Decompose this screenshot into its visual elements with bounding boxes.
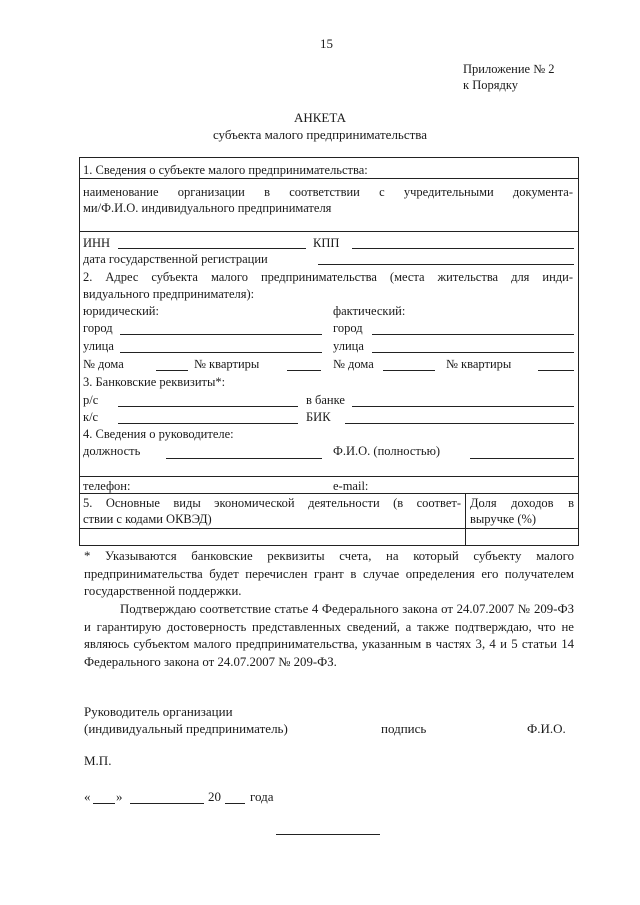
date-close-quote: »: [116, 789, 123, 804]
actual-street-field[interactable]: [372, 352, 574, 353]
email-label: e-mail:: [333, 479, 369, 493]
actual-apt-label: № квартиры: [446, 357, 512, 371]
phone-label: телефон:: [83, 479, 131, 493]
legal-address-label: юридический:: [83, 304, 159, 318]
footnote: * Указываются банковские реквизиты счета, на который субъекту малого предпринимательства будет перечислен грант в случае определения его получателем государственной поддержки.: [84, 549, 574, 598]
org-name-field[interactable]: [79, 231, 579, 232]
date-month-field[interactable]: [130, 803, 204, 804]
actual-house-field[interactable]: [383, 370, 435, 371]
year-suffix: года: [250, 789, 274, 804]
stamp-label: М.П.: [84, 753, 112, 768]
section5-line2: ствии с кодами ОКВЭД): [83, 512, 212, 526]
org-name-label-line1: наименование организации в соответствии с учредительными документа-: [83, 185, 573, 199]
inn-field[interactable]: [118, 248, 306, 249]
legal-apt-field[interactable]: [287, 370, 321, 371]
bank-field[interactable]: [352, 406, 574, 407]
org-name-label-line2: ми/Ф.И.О. индивидуального предпринимателя: [83, 201, 332, 215]
date-open-quote: «: [84, 789, 91, 804]
row-divider: [79, 178, 579, 179]
income-share-line2: выручке (%): [470, 512, 537, 526]
position-field[interactable]: [166, 458, 322, 459]
year-prefix: 20: [208, 789, 221, 804]
legal-street-field[interactable]: [120, 352, 322, 353]
position-label: должность: [83, 444, 141, 458]
income-share-line1: Доля доходов в: [470, 496, 574, 510]
section2-heading-line2: видуального предпринимателя):: [83, 287, 255, 301]
rs-label: р/с: [83, 393, 99, 407]
legal-apt-label: № квартиры: [194, 357, 260, 371]
kpp-field[interactable]: [352, 248, 574, 249]
bik-field[interactable]: [345, 423, 574, 424]
ks-field[interactable]: [118, 423, 298, 424]
form-subtitle: субъекта малого предпринимательства: [212, 127, 428, 142]
inn-label: ИНН: [83, 236, 111, 250]
appendix-line1: Приложение № 2: [463, 62, 555, 76]
legal-city-field[interactable]: [120, 334, 322, 335]
closing-rule: [276, 834, 380, 835]
table-right-border: [578, 157, 579, 545]
actual-street-label: улица: [333, 339, 364, 353]
section2-heading-line1: 2. Адрес субъекта малого предпринимательства (места жительства для инди-: [83, 270, 573, 284]
bank-label: в банке: [306, 393, 345, 407]
fio-full-label: Ф.И.О. (полностью): [333, 444, 441, 458]
row-divider: [79, 476, 579, 477]
fio-signature-label: Ф.И.О.: [527, 721, 566, 736]
table-left-border: [79, 157, 80, 545]
section4-heading: 4. Сведения о руководителе:: [83, 427, 234, 441]
section5-line1: 5. Основные виды экономической деятельности (в соответ-: [83, 496, 461, 510]
table-top-border: [79, 157, 579, 158]
date-year-field[interactable]: [225, 803, 245, 804]
reg-date-label: дата государственной регистрации: [83, 252, 268, 266]
head-label-line2: (индивидуальный предприниматель): [84, 721, 288, 736]
section1-heading: 1. Сведения о субъекте малого предпринимательства:: [83, 163, 368, 177]
head-label-line1: Руководитель организации: [84, 704, 233, 719]
legal-house-label: № дома: [83, 357, 124, 371]
kpp-label: КПП: [313, 236, 340, 250]
confirmation-text: Подтверждаю соответствие статье 4 Федерального закона от 24.07.2007 № 209-ФЗ и гарантирую достоверность представленных сведений, а также подтверждаю, что не являюсь субъектом малого предпринимательства, указанным в частях 3, 4 и 5 статьи 14 Федерального закона от 24.07.2007 № 209-ФЗ.: [84, 602, 574, 669]
legal-house-field[interactable]: [156, 370, 188, 371]
fio-full-field[interactable]: [470, 458, 574, 459]
signature-label: подпись: [381, 721, 427, 736]
income-share-field[interactable]: [466, 529, 577, 545]
ks-label: к/с: [83, 410, 99, 424]
actual-city-field[interactable]: [372, 334, 574, 335]
reg-date-field[interactable]: [318, 264, 574, 265]
section3-heading: 3. Банковские реквизиты*:: [83, 375, 226, 389]
legal-city-label: город: [83, 321, 113, 335]
actual-apt-field[interactable]: [538, 370, 574, 371]
form-title: АНКЕТА: [293, 110, 347, 125]
bik-label: БИК: [306, 410, 331, 424]
okved-field[interactable]: [80, 529, 464, 545]
appendix-line2: к Порядку: [463, 78, 518, 92]
table-bottom-border: [79, 545, 579, 546]
actual-house-label: № дома: [333, 357, 374, 371]
legal-street-label: улица: [83, 339, 114, 353]
page-number: 15: [320, 36, 333, 51]
actual-address-label: фактический:: [333, 304, 406, 318]
row-divider: [79, 493, 579, 494]
date-day-field[interactable]: [93, 803, 115, 804]
rs-field[interactable]: [118, 406, 298, 407]
actual-city-label: город: [333, 321, 363, 335]
